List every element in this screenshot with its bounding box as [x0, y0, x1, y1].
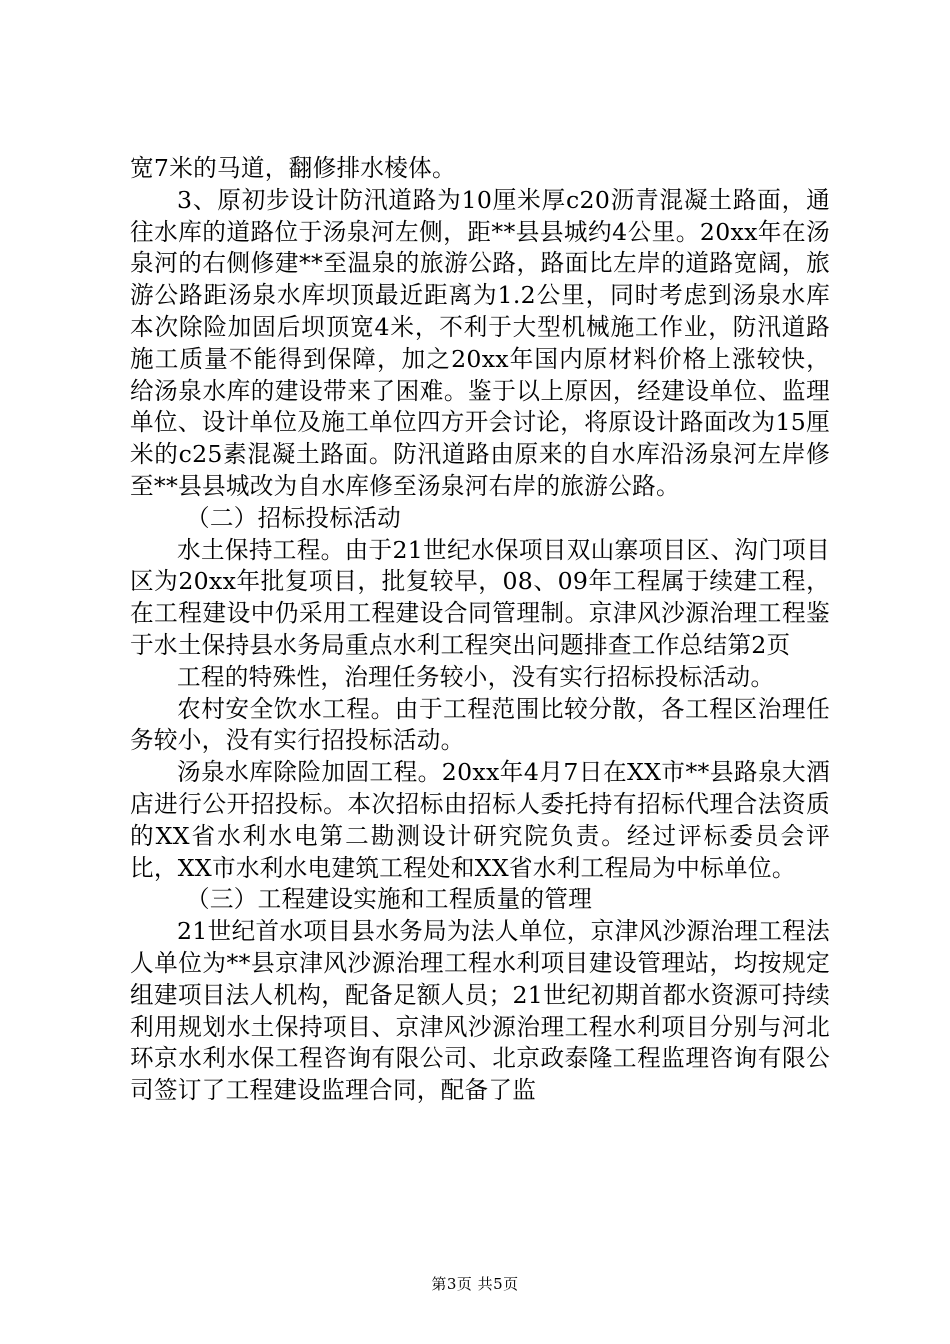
document-body — [130, 153, 830, 1107]
paragraph-rural-water: 农村安全饮水工程。由于工程范围比较分散，各工程区治理任务较小，没有实行招投标活动。 — [130, 694, 830, 755]
paragraph-continuation: 宽7米的马道，翻修排水棱体。 — [130, 154, 456, 182]
page-footer: 第3页 共5页 — [431, 1275, 519, 1293]
section-heading-quality: （三）工程建设实施和工程质量的管理 — [186, 885, 593, 914]
paragraph-special-nature: 工程的特殊性，治理任务较小，没有实行招标投标活动。 — [177, 662, 775, 691]
paragraph-road-design: 3、原初步设计防汛道路为10厘米厚c20沥青混凝土路面，通往水库的道路位于汤泉河左侧，距**县县城约4公里。20xx年在汤泉河的右侧修建**至温泉的旅游公路，路面比左岸的道路宽阔，旅游公路距汤泉水库坝顶最近距离为1.2公里，同时考虑到汤泉水库本次除险加固后坝顶宽4米，不利于大型机械施工作业，防汛道路施工质量不能得到保障，加之20xx年国内原材料价格上涨较快，给汤泉水库的建设带来了困难。鉴于以上原因，经建设单位、监理单位、设计单位及施工单位四方开会讨论，将原设计路面改为15厘米的c25素混凝土路面。防汛道路由原来的自水库沿汤泉河左岸修至**县县城改为自水库修至汤泉河右岸的旅游公路。 — [130, 185, 830, 500]
paragraph-legal-entity: 21世纪首水项目县水务局为法人单位，京津风沙源治理工程法人单位为**县京津风沙源治理工程水利项目建设管理站，均按规定组建项目法人机构，配备足额人员；21世纪初期首都水资源可持续利用规划水土保持项目、京津风沙源治理工程水利项目分别与河北环京水利水保工程咨询有限公司、北京政泰隆工程监理咨询有限公司签订了工程建设监理合同，配备了监 — [130, 917, 830, 1105]
paragraph-reservoir-bidding: 汤泉水库除险加固工程。20xx年4月7日在XX市**县路泉大酒店进行公开招投标。本次招标由招标人委托持有招标代理合法资质的XX省水利水电第二勘测设计研究院负责。经过评标委员会评比，XX市水利水电建筑工程处和XX省水利工程局为中标单位。 — [130, 758, 830, 882]
section-heading-bidding: （二）招标投标活动 — [186, 503, 402, 532]
paragraph-soil-conservation: 水土保持工程。由于21世纪水保项目双山寨项目区、沟门项目区为20xx年批复项目，批复较早，08、09年工程属于续建工程，在工程建设中仍采用工程建设合同管理制。京津风沙源治理工程鉴于水土保持县水务局重点水利工程突出问题排查工作总结第2页 — [130, 535, 830, 659]
